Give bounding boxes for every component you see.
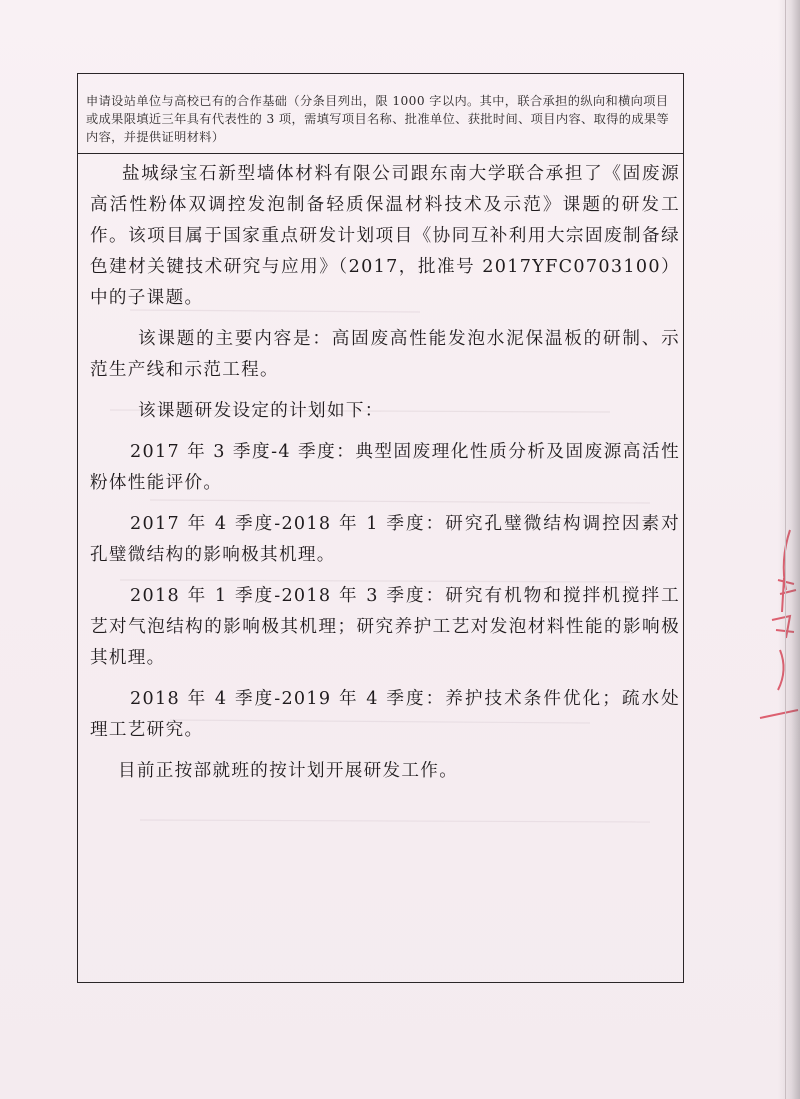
paragraph-plan-2017q4: 2017 年 4 季度-2018 年 1 季度：研究孔璧微结构调控因素对孔璧微结构的影响极其机理。 (90, 514, 680, 565)
paragraph-plan-2018q4: 2018 年 4 季度-2019 年 4 季度：养护技术条件优化；疏水处理工艺研究。 (90, 689, 680, 740)
form-header-cell: 申请设站单位与高校已有的合作基础（分条目列出，限 1000 字以内。其中，联合承担的纵向和横向项目或成果限填近三年具有代表性的 3 项，需填写项目名称、批准单位、获批时间、项目内容、取得的成果等内容，并提供证明材料） (78, 74, 683, 154)
paragraph-project-intro: 盐城绿宝石新型墙体材料有限公司跟东南大学联合承担了《固废源高活性粉体双调控发泡制备轻质保温材料技术及示范》课题的研发工作。该项目属于国家重点研发计划项目《协同互补利用大宗固废制备绿色建材关键技术研究与应用》（2017，批准号 2017YFC0703100）中的子课题。 (90, 164, 680, 308)
paragraph-plan-2018q1: 2018 年 1 季度-2018 年 3 季度：研究有机物和搅拌机搅拌工艺对气泡结构的影响极其机理；研究养护工艺对发泡材料性能的影响极其机理。 (90, 586, 680, 668)
form-table (77, 73, 684, 983)
paragraph-status: 目前正按部就班的按计划开展研发工作。 (118, 761, 459, 781)
paragraph-main-content: 该课题的主要内容是：高固废高性能发泡水泥保温板的研制、示范生产线和示范工程。 (90, 329, 680, 380)
paragraph-plan-intro: 该课题研发设定的计划如下： (138, 401, 384, 421)
paragraph-plan-2017q3: 2017 年 3 季度-4 季度：典型固废理化性质分析及固废源高活性粉体性能评价。 (90, 442, 680, 493)
scan-edge-shadow (778, 0, 800, 1099)
form-body (90, 159, 680, 787)
